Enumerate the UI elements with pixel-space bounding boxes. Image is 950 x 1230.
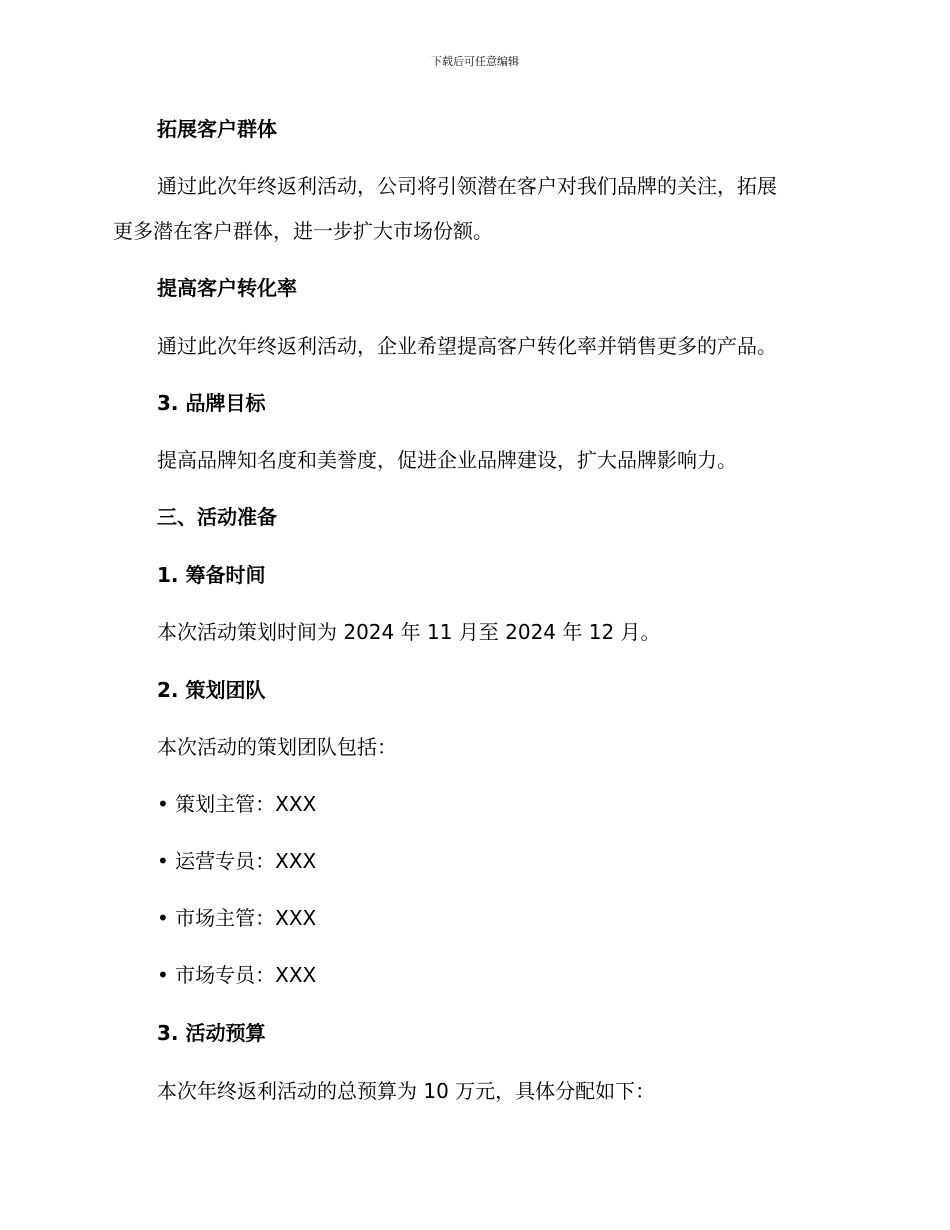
paragraph-expand-line1: 通过此次年终返利活动，公司将引领潜在客户对我们品牌的关注，拓展 [157, 174, 777, 198]
heading-brand-goal: 3. 品牌目标 [157, 391, 266, 415]
page-header: 下载后可任意编辑 [431, 55, 519, 68]
paragraph-prep-time: 本次活动策划时间为 2024 年 11 月至 2024 年 12 月。 [157, 620, 661, 644]
list-item-team-member: • 策划主管：XXX [157, 792, 317, 816]
paragraph-brand: 提高品牌知名度和美誉度，促进企业品牌建设，扩大品牌影响力。 [157, 448, 737, 472]
list-item-team-member: • 运营专员：XXX [157, 849, 317, 873]
heading-conversion-rate: 提高客户转化率 [157, 276, 297, 300]
heading-activity-preparation: 三、活动准备 [157, 505, 277, 529]
heading-expand-customers: 拓展客户群体 [157, 117, 277, 141]
heading-activity-budget: 3. 活动预算 [157, 1021, 266, 1045]
paragraph-budget: 本次年终返利活动的总预算为 10 万元，具体分配如下： [157, 1079, 656, 1103]
list-item-team-member: • 市场主管：XXX [157, 906, 317, 930]
heading-prep-time: 1. 筹备时间 [157, 563, 266, 587]
paragraph-conversion: 通过此次年终返利活动，企业希望提高客户转化率并销售更多的产品。 [157, 334, 777, 358]
list-item-team-member: • 市场专员：XXX [157, 963, 317, 987]
paragraph-team-intro: 本次活动的策划团队包括： [157, 735, 397, 759]
paragraph-expand-line2: 更多潜在客户群体，进一步扩大市场份额。 [113, 219, 493, 243]
heading-planning-team: 2. 策划团队 [157, 678, 266, 702]
